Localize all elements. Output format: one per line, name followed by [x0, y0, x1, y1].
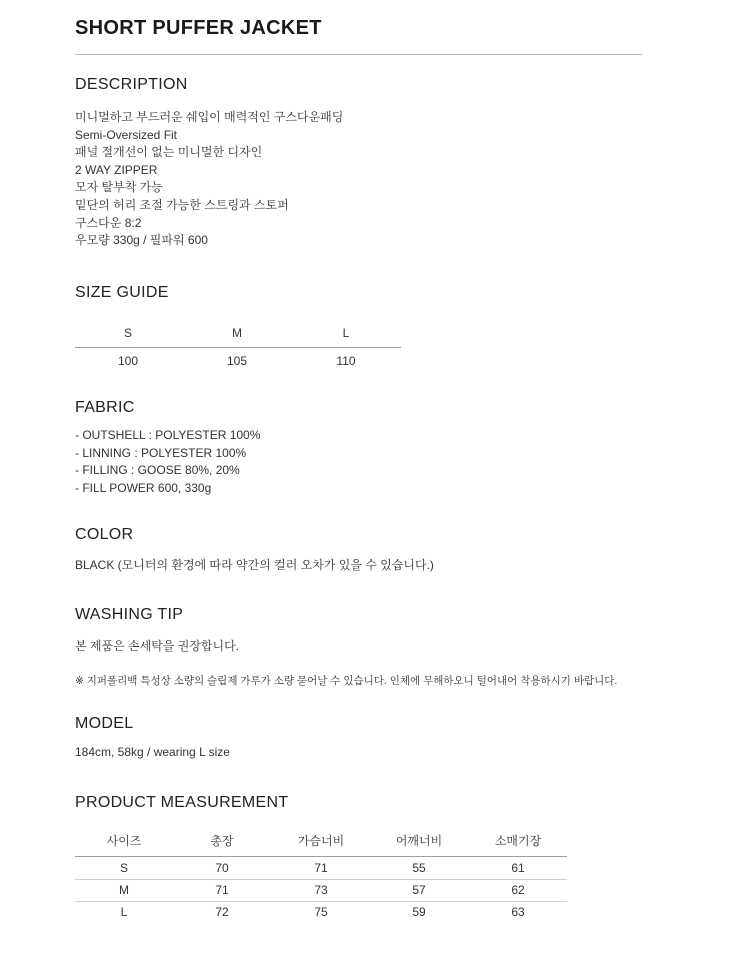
fabric-line: - OUTSHELL : POLYESTER 100% [75, 428, 261, 442]
measurement-cell: 59 [412, 905, 426, 919]
size-guide-header: M [232, 326, 242, 340]
washing-heading: WASHING TIP [75, 606, 184, 623]
size-guide-value: 110 [336, 354, 356, 368]
measurement-table [75, 827, 567, 923]
measurement-header: 총장 [210, 834, 234, 848]
measurement-cell: 72 [215, 905, 229, 919]
measurement-cell: 71 [314, 861, 328, 875]
description-line: 패널 절개선이 없는 미니멀한 디자인 [75, 145, 263, 160]
measurement-row [75, 879, 567, 901]
description-line: 우모량 330g / 필파워 600 [75, 233, 208, 248]
fabric-list [75, 427, 260, 497]
measurement-header: 어깨너비 [395, 834, 443, 848]
size-guide-header-row [75, 320, 401, 348]
measurement-cell: 73 [314, 883, 328, 897]
fabric-heading: FABRIC [75, 399, 135, 416]
measurement-cell: 63 [511, 905, 525, 919]
page-title: SHORT PUFFER JACKET [75, 17, 322, 39]
fabric-line: - LINNING : POLYESTER 100% [75, 445, 247, 460]
measurement-cell: 61 [511, 861, 525, 875]
measurement-cell: 62 [511, 883, 525, 897]
measurement-cell: 71 [215, 883, 229, 897]
measurement-heading: PRODUCT MEASUREMENT [75, 794, 289, 811]
washing-text: 본 제품은 손세탁을 권장합니다. [75, 639, 240, 653]
measurement-cell: 70 [215, 861, 229, 875]
measurement-cell: S [119, 861, 128, 875]
measurement-cell: 75 [314, 905, 328, 919]
size-guide-heading: SIZE GUIDE [75, 284, 169, 301]
description-line: 밑단의 허리 조절 가능한 스트링과 스토퍼 [75, 197, 289, 212]
measurement-cell: 57 [412, 883, 426, 897]
measurement-header: 사이즈 [106, 834, 142, 848]
measurement-header: 가슴너비 [297, 834, 345, 848]
description-line: 모자 탈부착 가능 [75, 180, 163, 195]
description-line: 구스다운 8:2 [75, 215, 142, 230]
description-line: 미니멀하고 부드러운 쉐입이 매력적인 구스다운패딩 [75, 110, 344, 124]
fabric-line: - FILLING : GOOSE 80%, 20% [75, 463, 240, 478]
size-guide-table [75, 320, 401, 374]
color-heading: COLOR [75, 526, 134, 543]
measurement-header-row [75, 827, 567, 857]
model-text: 184cm, 58kg / wearing L size [75, 745, 230, 759]
measurement-row [75, 901, 567, 923]
size-guide-value: 100 [117, 354, 139, 368]
description-list [75, 109, 343, 250]
measurement-header: 소매기장 [494, 834, 542, 848]
washing-note: ※ 지퍼폴리백 특성상 소량의 슬립제 가루가 소량 묻어날 수 있습니다. 인체에 무해하오니 털어내어 착용하시기 바랍니다. [75, 675, 618, 687]
measurement-row [75, 857, 567, 879]
title-divider [75, 54, 642, 55]
measurement-cell: 55 [412, 861, 426, 875]
color-text: BLACK (모니터의 환경에 따라 약간의 컬러 오차가 있을 수 있습니다.) [75, 558, 434, 572]
measurement-cell: M [119, 883, 129, 897]
size-guide-value: 105 [226, 354, 248, 368]
description-line: 2 WAY ZIPPER [75, 162, 158, 177]
description-heading: DESCRIPTION [75, 76, 188, 93]
description-line: Semi-Oversized Fit [75, 127, 178, 142]
size-guide-value-row [75, 348, 401, 374]
size-guide-header: S [123, 326, 132, 340]
measurement-cell: L [120, 905, 128, 919]
fabric-line: - FILL POWER 600, 330g [75, 480, 212, 495]
model-heading: MODEL [75, 715, 134, 732]
size-guide-header: L [342, 326, 350, 340]
